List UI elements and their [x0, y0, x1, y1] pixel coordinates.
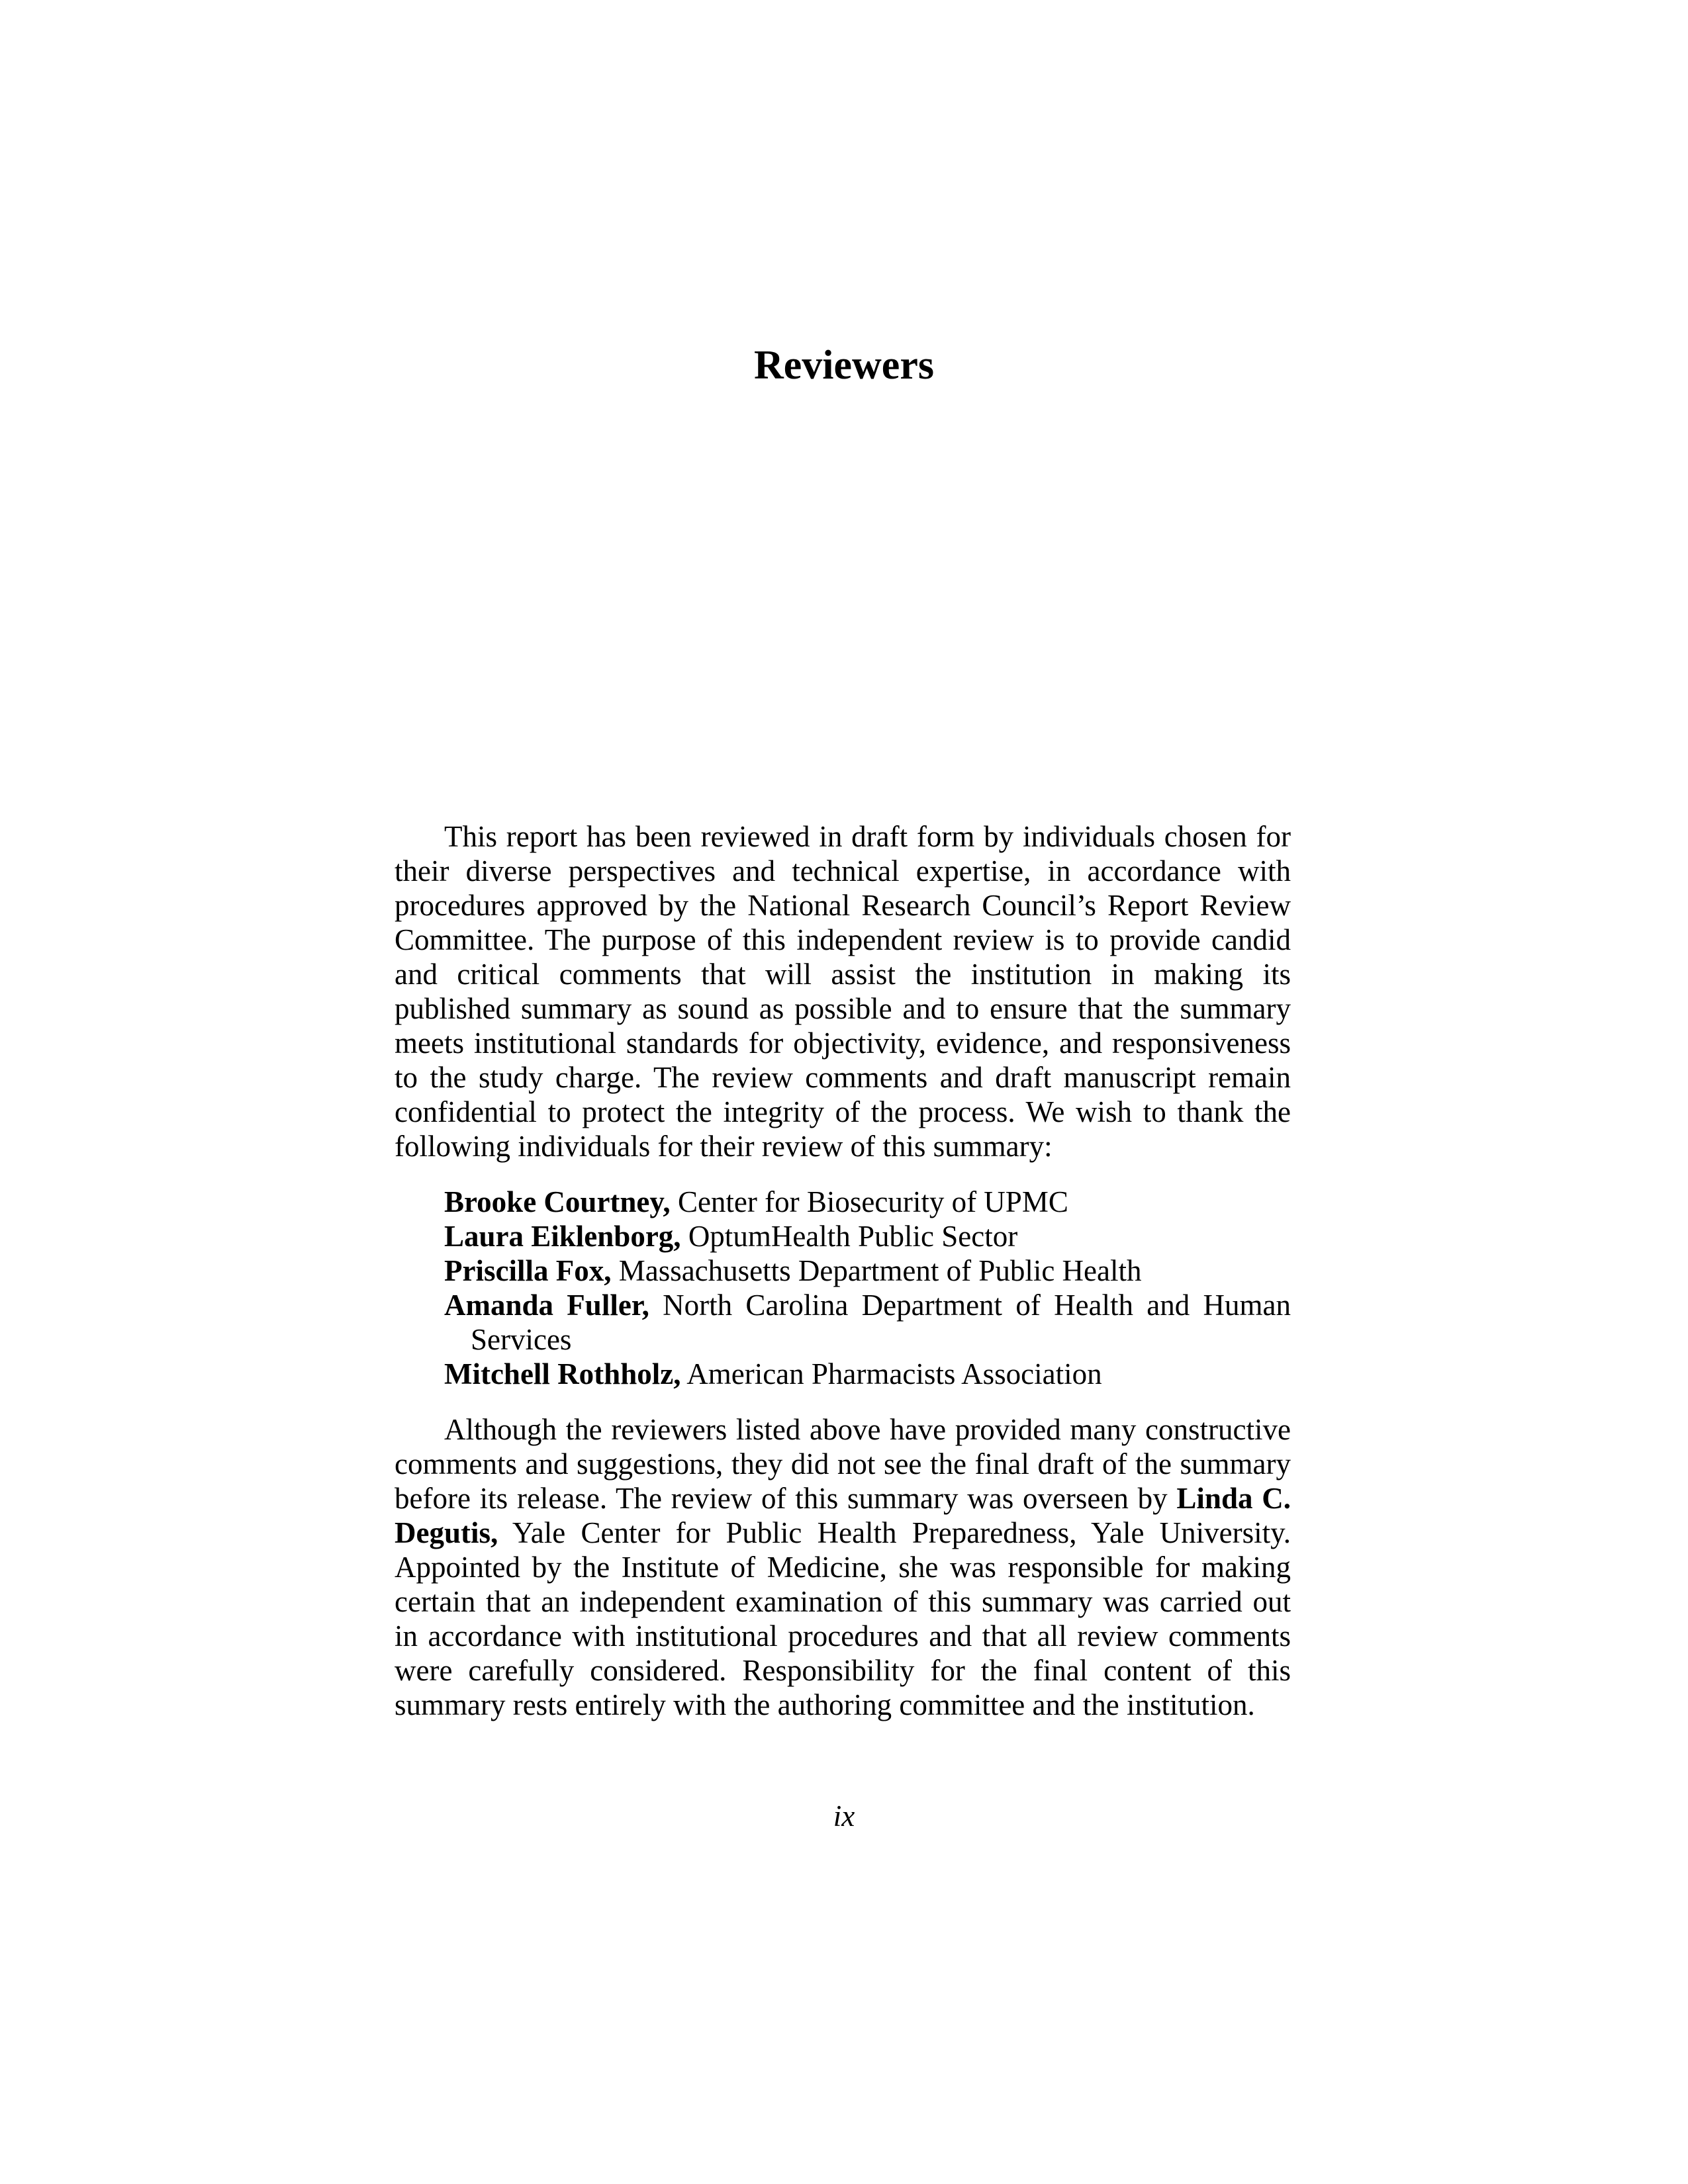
reviewer-entry	[444, 1288, 1291, 1357]
reviewer-name: Priscilla Fox,	[444, 1254, 612, 1287]
intro-paragraph: This report has been reviewed in draft form by individuals chosen for their diverse perspectives and technical expertise, in accordance with procedures approved by the National Research Council’s Report Review Committee. The purpose of this independent review is to provide candid and critical comments that will assist the institution in making its published summary as sound as possible and to ensure that the summary meets institutional standards for objectivity, evidence, and responsiveness to the study charge. The review comments and draft manuscript remain confidential to protect the integrity of the process. We wish to thank the following individuals for their review of this summary:	[395, 820, 1291, 1163]
page-number: ix	[833, 1799, 855, 1833]
reviewer-entry	[444, 1185, 1291, 1219]
reviewer-name: Amanda Fuller,	[444, 1289, 649, 1322]
page-title: Reviewers	[754, 343, 934, 388]
closing-paragraph	[395, 1412, 1291, 1722]
closing-text-part2: Yale Center for Public Health Preparedness, Yale University. Appointed by the Institute of Medicine, she was responsible for making certain that an independent examination of this summary was carried out in accordance with institutional procedures and that all review comments were carefully considered. Responsibility for the final content of this summary rests entirely with the authoring committee and the institution.	[395, 1516, 1291, 1721]
reviewer-name: Mitchell Rothholz,	[444, 1357, 681, 1390]
reviewer-name: Laura Eiklenborg,	[444, 1220, 681, 1253]
reviewer-affiliation: OptumHealth Public Sector	[688, 1220, 1018, 1253]
reviewer-affiliation: North Carolina Department of Health and Human Services	[471, 1289, 1291, 1356]
reviewer-affiliation: American Pharmacists Association	[686, 1357, 1102, 1390]
reviewer-affiliation: Center for Biosecurity of UPMC	[677, 1185, 1068, 1218]
reviewer-entry	[444, 1357, 1291, 1391]
reviewer-name: Brooke Courtney,	[444, 1185, 671, 1218]
reviewer-list	[395, 1185, 1291, 1391]
body-text	[395, 819, 1291, 1722]
overseer-name: Linda C. Degutis,	[395, 1482, 1291, 1549]
reviewer-entry	[444, 1219, 1291, 1253]
reviewer-affiliation: Massachusetts Department of Public Health	[618, 1254, 1142, 1287]
reviewer-entry	[444, 1253, 1291, 1288]
closing-text-part1: Although the reviewers listed above have provided many constructive comments and suggestions, they did not see the final draft of the summary before its release. The review of this summary was overseen by	[395, 1413, 1291, 1515]
